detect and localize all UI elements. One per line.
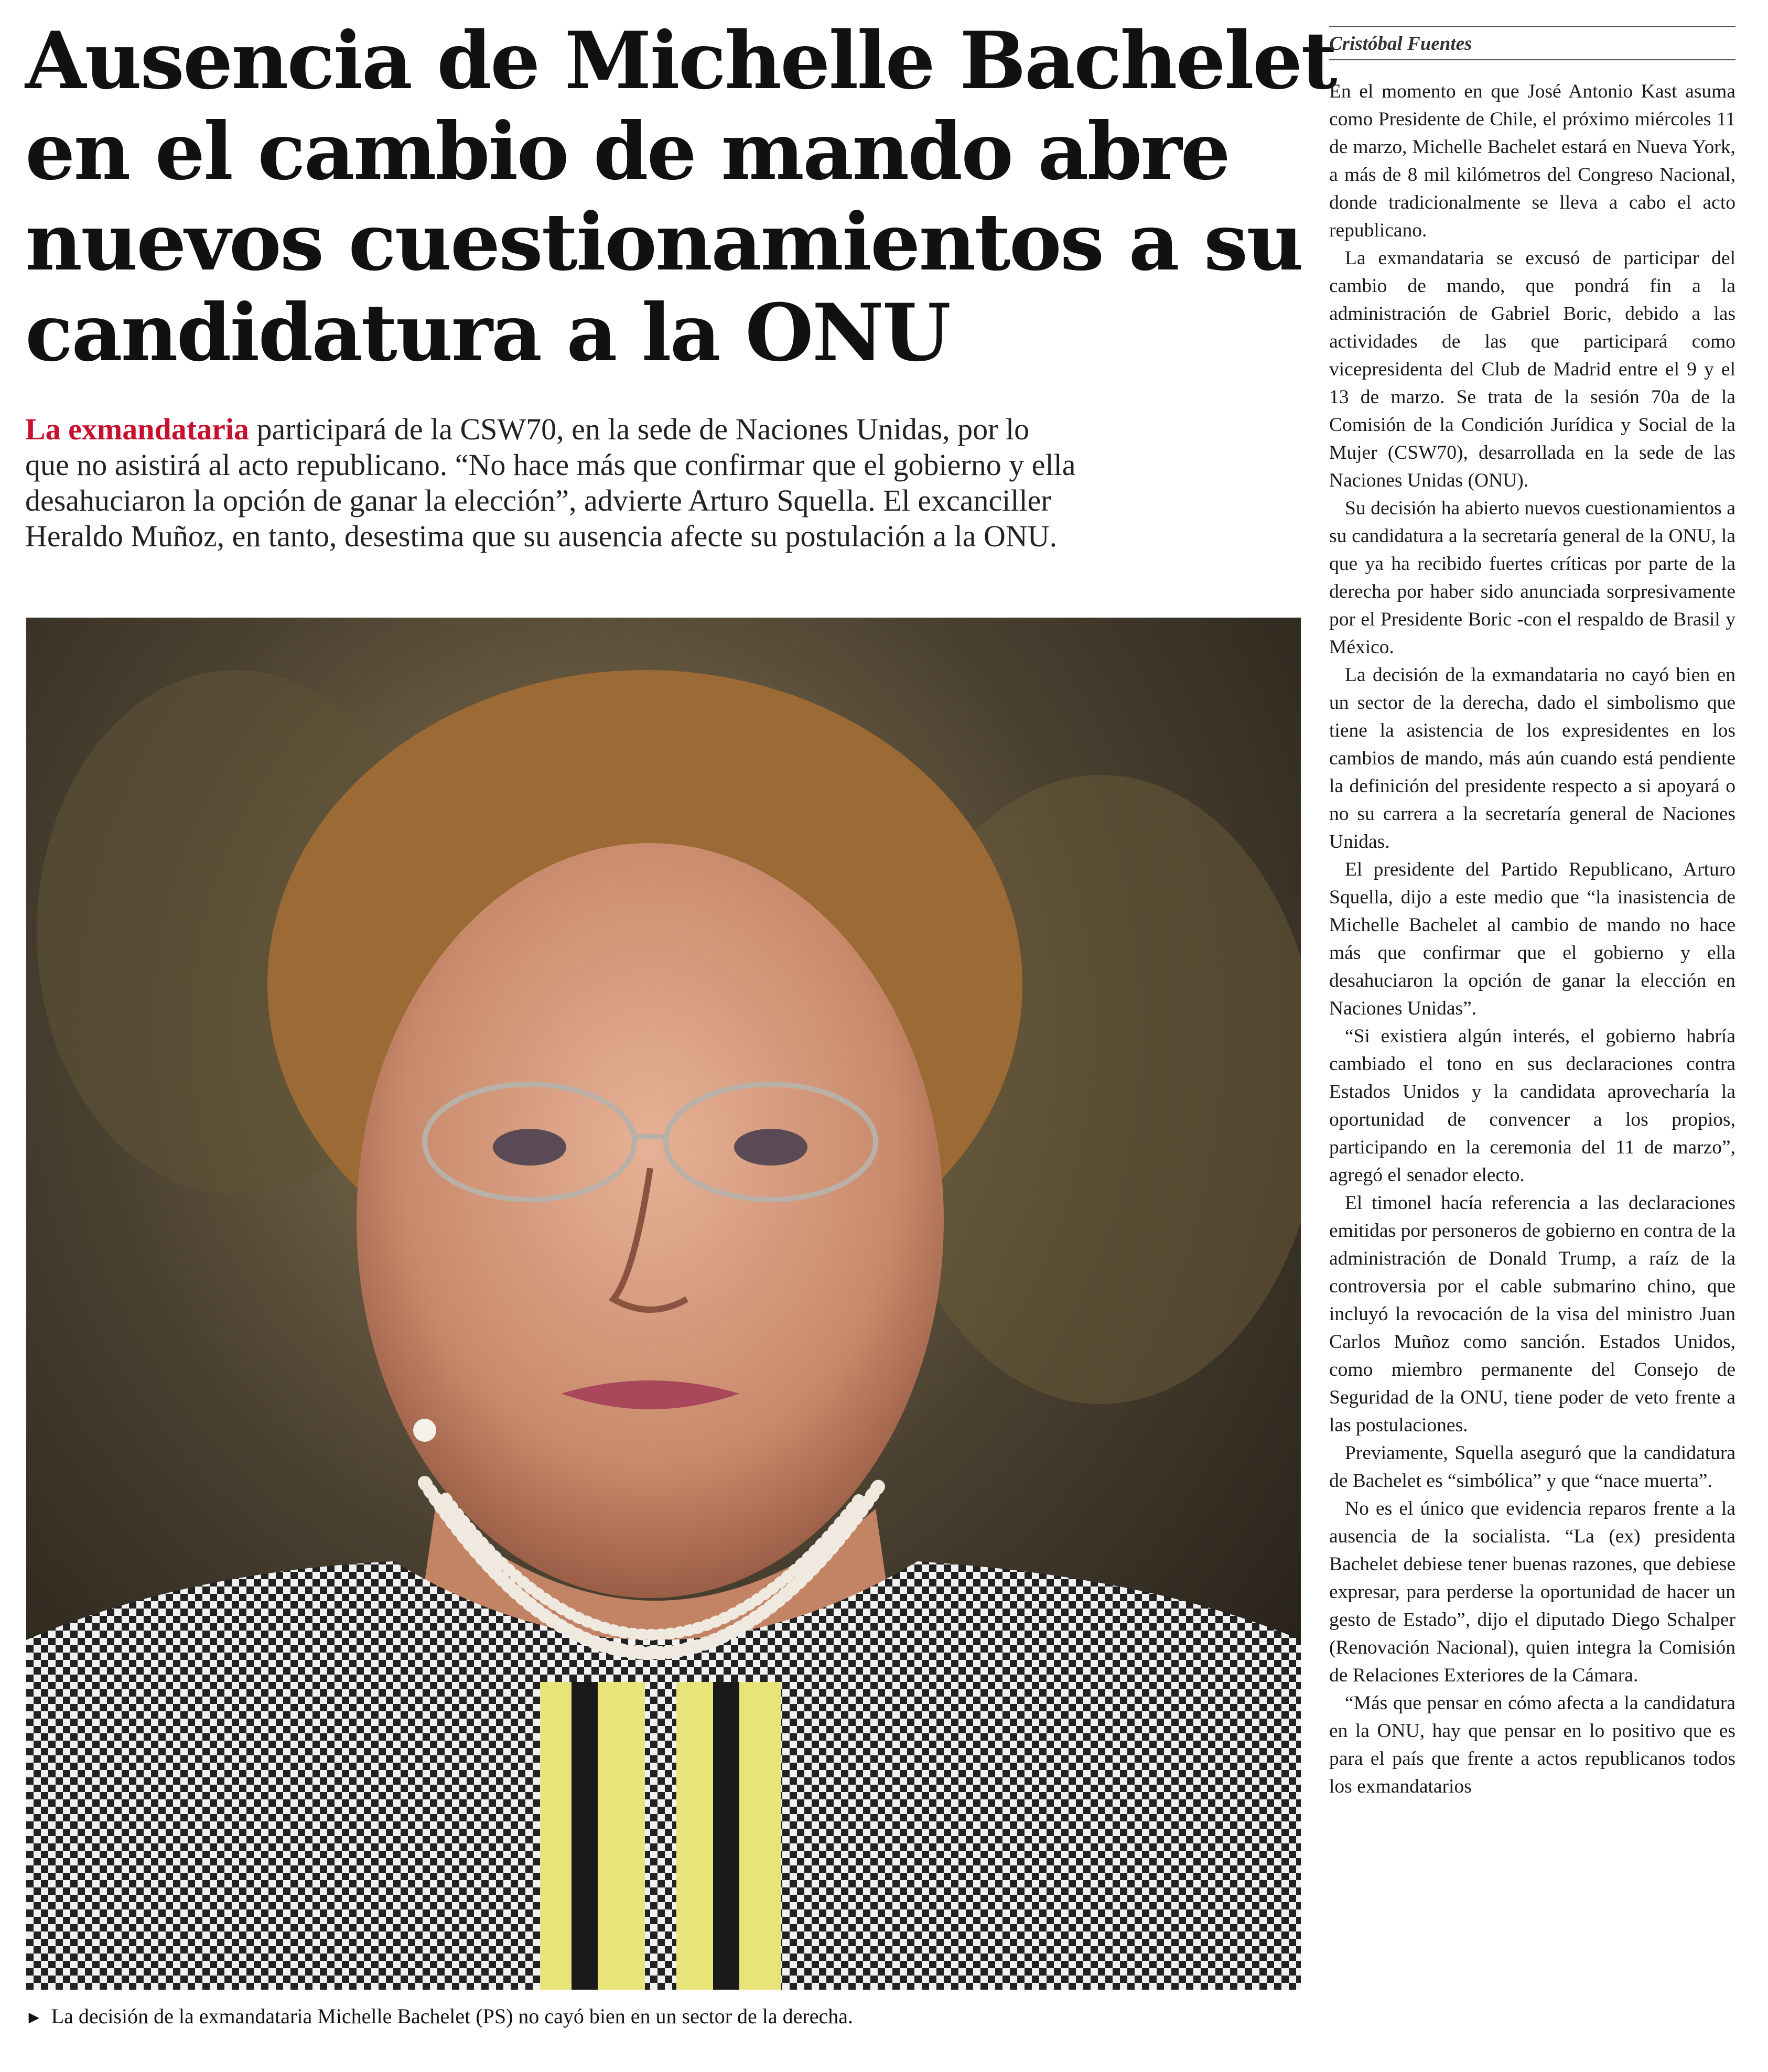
subheadline-line: que no asistirá al acto republicano. “No hace más que confirmar que el gobierno y ella <box>25 448 1076 482</box>
headline-line: candidatura a la ONU <box>25 287 950 379</box>
paragraph: En el momento en que José Antonio Kast asuma como Presidente de Chile, el próximo miércoles 11 de marzo, Michelle Bachelet estará en Nueva York, a más de 8 mil kilómetros del Congreso Nacional, donde tradicionalmente se lleva a cabo el acto republicano. <box>1329 81 1735 241</box>
paragraph: La decisión de la exmandataria no cayó bien en un sector de la derecha, dado el simbolismo que tiene la asistencia de los expresidentes en los cambios de mando, más aún cuando está pendiente la definición del presidente respecto a si apoyará o no su carrera a la secretaría general de Naciones Unidas. <box>1329 664 1735 852</box>
paragraph: “Si existiera algún interés, el gobierno habría cambiado el tono en sus declaraciones contra Estados Unidos y la candidata aprovecharía la oportunidad de convencer a los propios, participando en la ceremonia del 11 de marzo”, agregó el senador electo. <box>1329 1026 1735 1186</box>
headline <box>25 15 1336 379</box>
paragraph: El timonel hacía referencia a las declaraciones emitidas por personeros de gobierno en contra de la administración de Donald Trump, a raíz de la controversia por el cable submarino chino, que incluyó la revocación de la visa del ministro Juan Carlos Muñoz como sanción. Estados Unidos, como miembro permanente del Consejo de Seguridad de la ONU, tiene poder de veto frente a las postulaciones. <box>1329 1192 1735 1436</box>
paragraph: La exmandataria se excusó de participar del cambio de mando, que pondrá fin a la administración de Gabriel Boric, debido a las actividades de las que participará como vicepresidenta del Club de Madrid entre el 9 y el 13 de marzo. Se trata de la sesión 70a de la Comisión de la Condición Jurídica y Social de la Mujer (CSW70), desarrollada en la sede de las Naciones Unidas (ONU). <box>1329 247 1735 491</box>
subheadline-line-1 <box>25 412 1310 447</box>
paragraph: El presidente del Partido Republicano, Arturo Squella, dijo a este medio que “la inasistencia de Michelle Bachelet al cambio de mando no hace más que confirmar que el gobierno y ella desahuciaron la opción de ganar la elección en Naciones Unidas”. <box>1329 859 1735 1019</box>
headline-line: Ausencia de Michelle Bachelet <box>25 15 1336 107</box>
photo-caption <box>25 2004 1305 2031</box>
subheadline <box>25 412 1310 554</box>
article-body <box>1329 78 1735 1800</box>
paragraph: Su decisión ha abierto nuevos cuestionamientos a su candidatura a la secretaría general de la ONU, la que ya ha recibido fuertes críticas por parte de la derecha por haber sido anunciada sorpresivamente por el Presidente Boric -con el respaldo de Brasil y México. <box>1329 498 1735 658</box>
portrait-photo <box>26 618 1301 1990</box>
caption-marker-icon: ► <box>25 2008 43 2027</box>
headline-line: en el cambio de mando abre <box>25 105 1229 198</box>
caption-text: La decisión de la exmandataria Michelle Bachelet (PS) no cayó bien en un sector de la derecha. <box>51 2004 854 2028</box>
paragraph: “Más que pensar en cómo afecta a la candidatura en la ONU, hay que pensar en lo positivo que es para el país que frente a actos republicanos todos los exmandatarios <box>1329 1692 1735 1797</box>
subheadline-text: participará de la CSW70, en la sede de Naciones Unidas, por lo <box>249 412 1030 446</box>
paragraph: Previamente, Squella aseguró que la candidatura de Bachelet es “simbólica” y que “nace muerta”. <box>1329 1442 1735 1492</box>
subheadline-lead: La exmandataria <box>25 412 249 446</box>
byline: Cristóbal Fuentes <box>1329 26 1735 60</box>
headline-line: nuevos cuestionamientos a su <box>25 196 1302 288</box>
subheadline-line: Heraldo Muñoz, en tanto, desestima que su ausencia afecte su postulación a la ONU. <box>25 519 1058 553</box>
portrait-illustration <box>26 618 1301 1990</box>
paragraph: No es el único que evidencia reparos frente a la ausencia de la socialista. “La (ex) presidenta Bachelet debiese tener buenas razones, que debiese expresar, para perderse la oportunidad de hacer un gesto de Estado”, dijo el diputado Diego Schalper (Renovación Nacional), quien integra la Comisión de Relaciones Exteriores de la Cámara. <box>1329 1498 1735 1686</box>
subheadline-line: desahuciaron la opción de ganar la elección”, advierte Arturo Squella. El excanciller <box>25 483 1051 517</box>
